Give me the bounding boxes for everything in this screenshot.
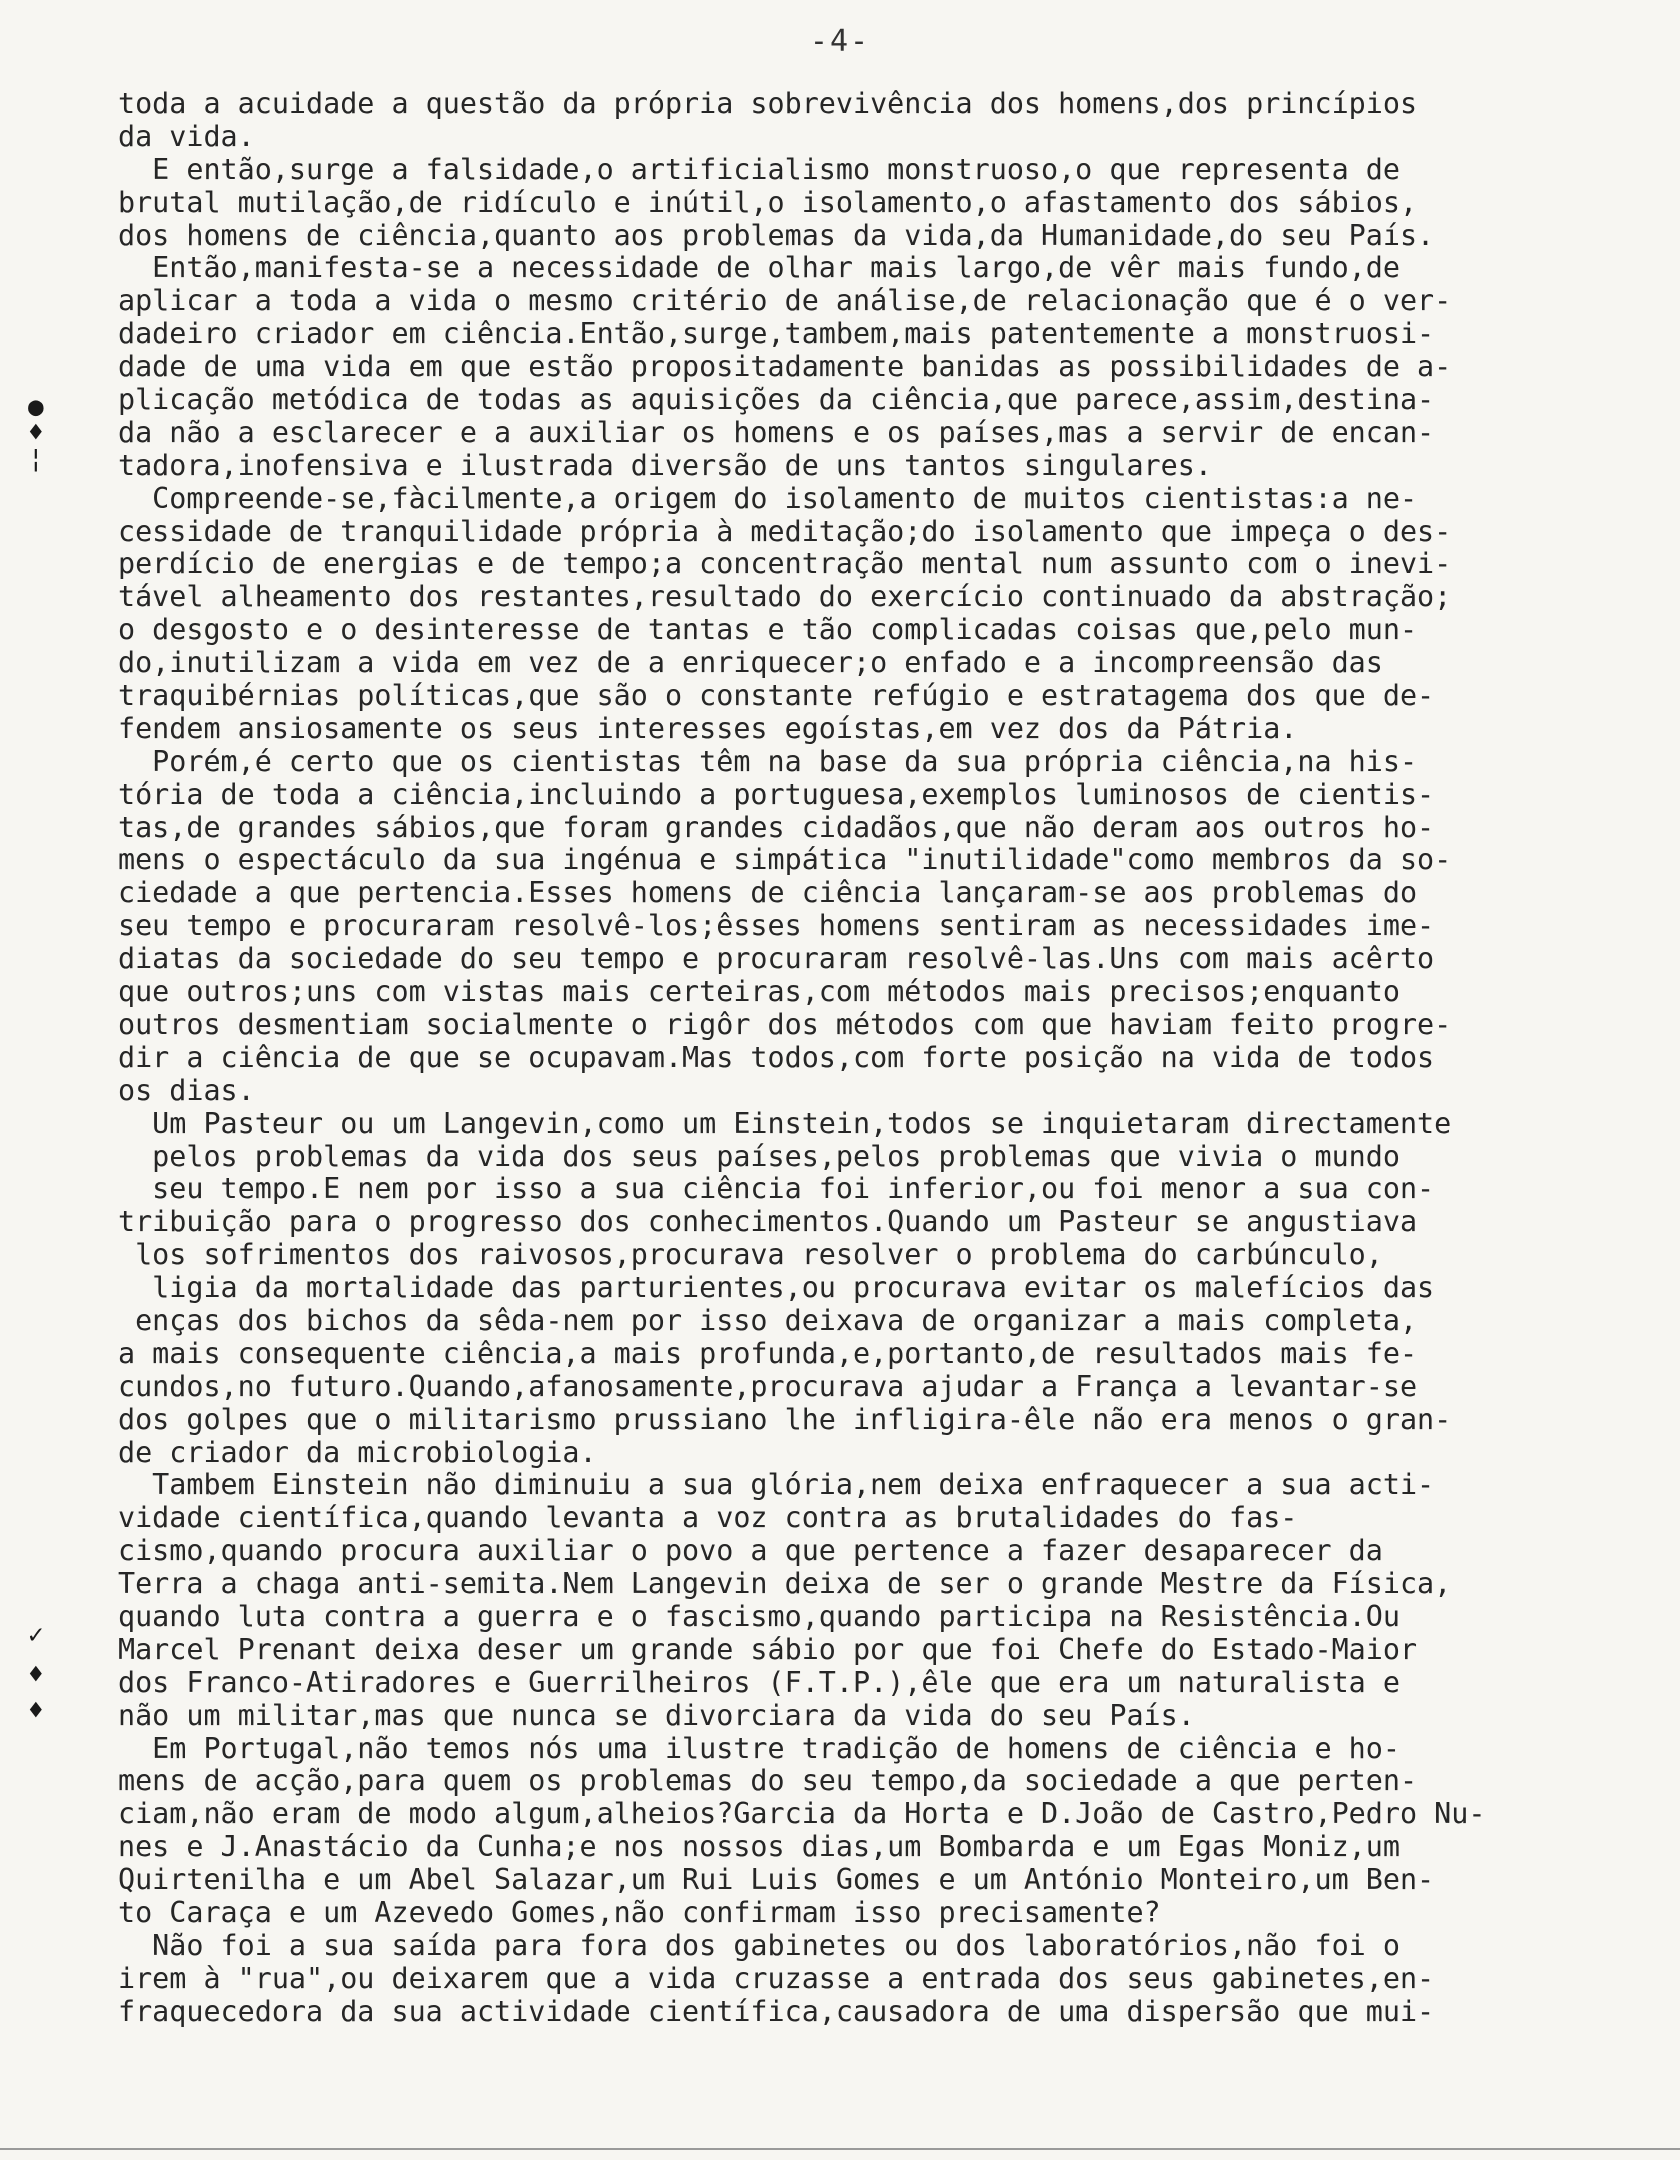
text-line: Em Portugal,não temos nós uma ilustre tradição de homens de ciência e ho- xyxy=(118,1732,1400,1765)
text-line: cismo,quando procura auxiliar o povo a que pertence a fazer desaparecer da xyxy=(118,1535,1383,1568)
text-line: dos golpes que o militarismo prussiano lhe infligira-êle não era menos o gran- xyxy=(118,1403,1452,1436)
text-line: fraquecedora da sua actividade científica,causadora de uma dispersão que mui- xyxy=(118,1995,1435,2028)
margin-dot-mark: ¦ xyxy=(28,444,44,474)
text-line: to Caraça e um Azevedo Gomes,não confirmam isso precisamente? xyxy=(118,1896,1161,1929)
text-line: diatas da sociedade do seu tempo e procuraram resolvê-las.Uns com mais acêrto xyxy=(118,943,1435,976)
text-line: enças dos bichos da sêda-nem por isso deixava de organizar a mais completa, xyxy=(118,1304,1418,1337)
text-line: seu tempo e procuraram resolvê-los;êsses homens sentiram as necessidades ime- xyxy=(118,910,1435,943)
margin-dot-mark: ● xyxy=(28,392,44,422)
text-line: tadora,inofensiva e ilustrada diversão de uns tantos singulares. xyxy=(118,449,1212,482)
text-line: brutal mutilação,de ridículo e inútil,o isolamento,o afastamento dos sábios, xyxy=(118,186,1418,219)
text-line: seu tempo.E nem por isso a sua ciência foi inferior,ou foi menor a sua con- xyxy=(118,1173,1435,1206)
text-line: Quirtenilha e um Abel Salazar,um Rui Luis Gomes e um António Monteiro,um Ben- xyxy=(118,1864,1435,1897)
text-line: cundos,no futuro.Quando,afanosamente,procurava ajudar a França a levantar-se xyxy=(118,1370,1418,1403)
text-line: tribuição para o progresso dos conhecimentos.Quando um Pasteur se angustiava xyxy=(118,1206,1418,1239)
text-line: mens de acção,para quem os problemas do seu tempo,da sociedade a que perten- xyxy=(118,1765,1418,1798)
text-line: da vida. xyxy=(118,120,255,153)
text-line: toda a acuidade a questão da própria sobrevivência dos homens,dos princípios xyxy=(118,88,1418,120)
margin-marks xyxy=(28,0,68,2160)
text-line: a mais consequente ciência,a mais profunda,e,portanto,de resultados mais fe- xyxy=(118,1337,1418,1370)
text-line: perdício de energias e de tempo;a concentração mental num assunto com o inevi- xyxy=(118,548,1452,581)
text-line: Não foi a sua saída para fora dos gabinetes ou dos laboratórios,não foi o xyxy=(118,1929,1400,1962)
text-line: tas,de grandes sábios,que foram grandes cidadãos,que não deram aos outros ho- xyxy=(118,811,1435,844)
text-line: mens o espectáculo da sua ingénua e simpática "inutilidade"como membros da so- xyxy=(118,844,1452,877)
text-line: dade de uma vida em que estão propositadamente banidas as possibilidades de a- xyxy=(118,351,1452,384)
margin-dot-mark: ♦ xyxy=(28,1696,44,1726)
text-line: Terra a chaga anti-semita.Nem Langevin deixa de ser o grande Mestre da Física, xyxy=(118,1568,1452,1601)
page-number: -4- xyxy=(809,24,871,59)
text-line: dadeiro criador em ciência.Então,surge,tambem,mais patentemente a monstruosi- xyxy=(118,318,1435,351)
text-line: o desgosto e o desinteresse de tantas e tão complicadas coisas que,pelo mun- xyxy=(118,614,1418,647)
text-line: irem à "rua",ou deixarem que a vida cruzasse a entrada dos seus gabinetes,en- xyxy=(118,1962,1435,1995)
text-line: ciam,não eram de modo algum,alheios?Garcia da Horta e D.João de Castro,Pedro Nu- xyxy=(118,1798,1486,1831)
margin-dot-mark: ♦ xyxy=(28,418,44,448)
text-line: Um Pasteur ou um Langevin,como um Einstein,todos se inquietaram directamente xyxy=(118,1107,1452,1140)
text-line: aplicar a toda a vida o mesmo critério de análise,de relacionação que é o ver- xyxy=(118,285,1452,318)
text-line: dos Franco-Atiradores e Guerrilheiros (F.T.P.),êle que era um naturalista e xyxy=(118,1666,1400,1699)
text-line: los sofrimentos dos raivosos,procurava resolver o problema do carbúnculo, xyxy=(118,1239,1383,1272)
text-line: vidade científica,quando levanta a voz contra as brutalidades do fas- xyxy=(118,1502,1298,1535)
text-line: da não a esclarecer e a auxiliar os homens e os países,mas a servir de encan- xyxy=(118,416,1435,449)
text-line: nes e J.Anastácio da Cunha;e nos nossos dias,um Bombarda e um Egas Moniz,um xyxy=(118,1831,1400,1864)
text-line: do,inutilizam a vida em vez de a enriquecer;o enfado e a incompreensão das xyxy=(118,647,1383,680)
text-line: ciedade a que pertencia.Esses homens de ciência lançaram-se aos problemas do xyxy=(118,877,1418,910)
text-line: cessidade de tranquilidade própria à meditação;do isolamento que impeça o des- xyxy=(118,515,1452,548)
text-line: Tambem Einstein não diminuiu a sua glória,nem deixa enfraquecer a sua acti- xyxy=(118,1469,1435,1502)
text-line: dos homens de ciência,quanto aos problemas da vida,da Humanidade,do seu País. xyxy=(118,219,1435,252)
text-line: que outros;uns com vistas mais certeiras,com métodos mais precisos;enquanto xyxy=(118,976,1400,1009)
text-line: E então,surge a falsidade,o artificialismo monstruoso,o que representa de xyxy=(118,153,1400,186)
text-line: Porém,é certo que os cientistas têm na base da sua própria ciência,na his- xyxy=(118,745,1418,778)
text-line: tável alheamento dos restantes,resultado do exercício continuado da abstração; xyxy=(118,581,1452,614)
text-line: traquibérnias políticas,que são o constante refúgio e estratagema dos que de- xyxy=(118,680,1435,713)
text-line: quando luta contra a guerra e o fascismo,quando participa na Resistência.Ou xyxy=(118,1600,1400,1633)
text-line: de criador da microbiologia. xyxy=(118,1436,597,1469)
text-line: plicação metódica de todas as aquisições da ciência,que parece,assim,destina- xyxy=(118,384,1435,417)
page-edge-line xyxy=(0,2148,1680,2150)
text-line: fendem ansiosamente os seus interesses egoístas,em vez dos da Pátria. xyxy=(118,712,1298,745)
text-line: tória de toda a ciência,incluindo a portuguesa,exemplos luminosos de cientis- xyxy=(118,778,1435,811)
margin-dot-mark: ✓ xyxy=(28,1620,44,1650)
margin-dot-mark: ♦ xyxy=(28,1660,44,1690)
text-line: Compreende-se,fàcilmente,a origem do isolamento de muitos cientistas:a ne- xyxy=(118,482,1418,515)
text-line: dir a ciência de que se ocupavam.Mas todos,com forte posição na vida de todos xyxy=(118,1041,1435,1074)
text-line: pelos problemas da vida dos seus países,pelos problemas que vivia o mundo xyxy=(118,1140,1400,1173)
text-line: os dias. xyxy=(118,1074,255,1107)
text-line: outros desmentiam socialmente o rigôr dos métodos com que haviam feito progre- xyxy=(118,1008,1452,1041)
body-text xyxy=(118,88,1678,2029)
text-line: não um militar,mas que nunca se divorciara da vida do seu País. xyxy=(118,1699,1195,1732)
text-line: Marcel Prenant deixa deser um grande sábio por que foi Chefe do Estado-Maior xyxy=(118,1633,1418,1666)
text-line: Então,manifesta-se a necessidade de olhar mais largo,de vêr mais fundo,de xyxy=(118,252,1400,285)
text-line: ligia da mortalidade das parturientes,ou procurava evitar os malefícios das xyxy=(118,1272,1435,1305)
